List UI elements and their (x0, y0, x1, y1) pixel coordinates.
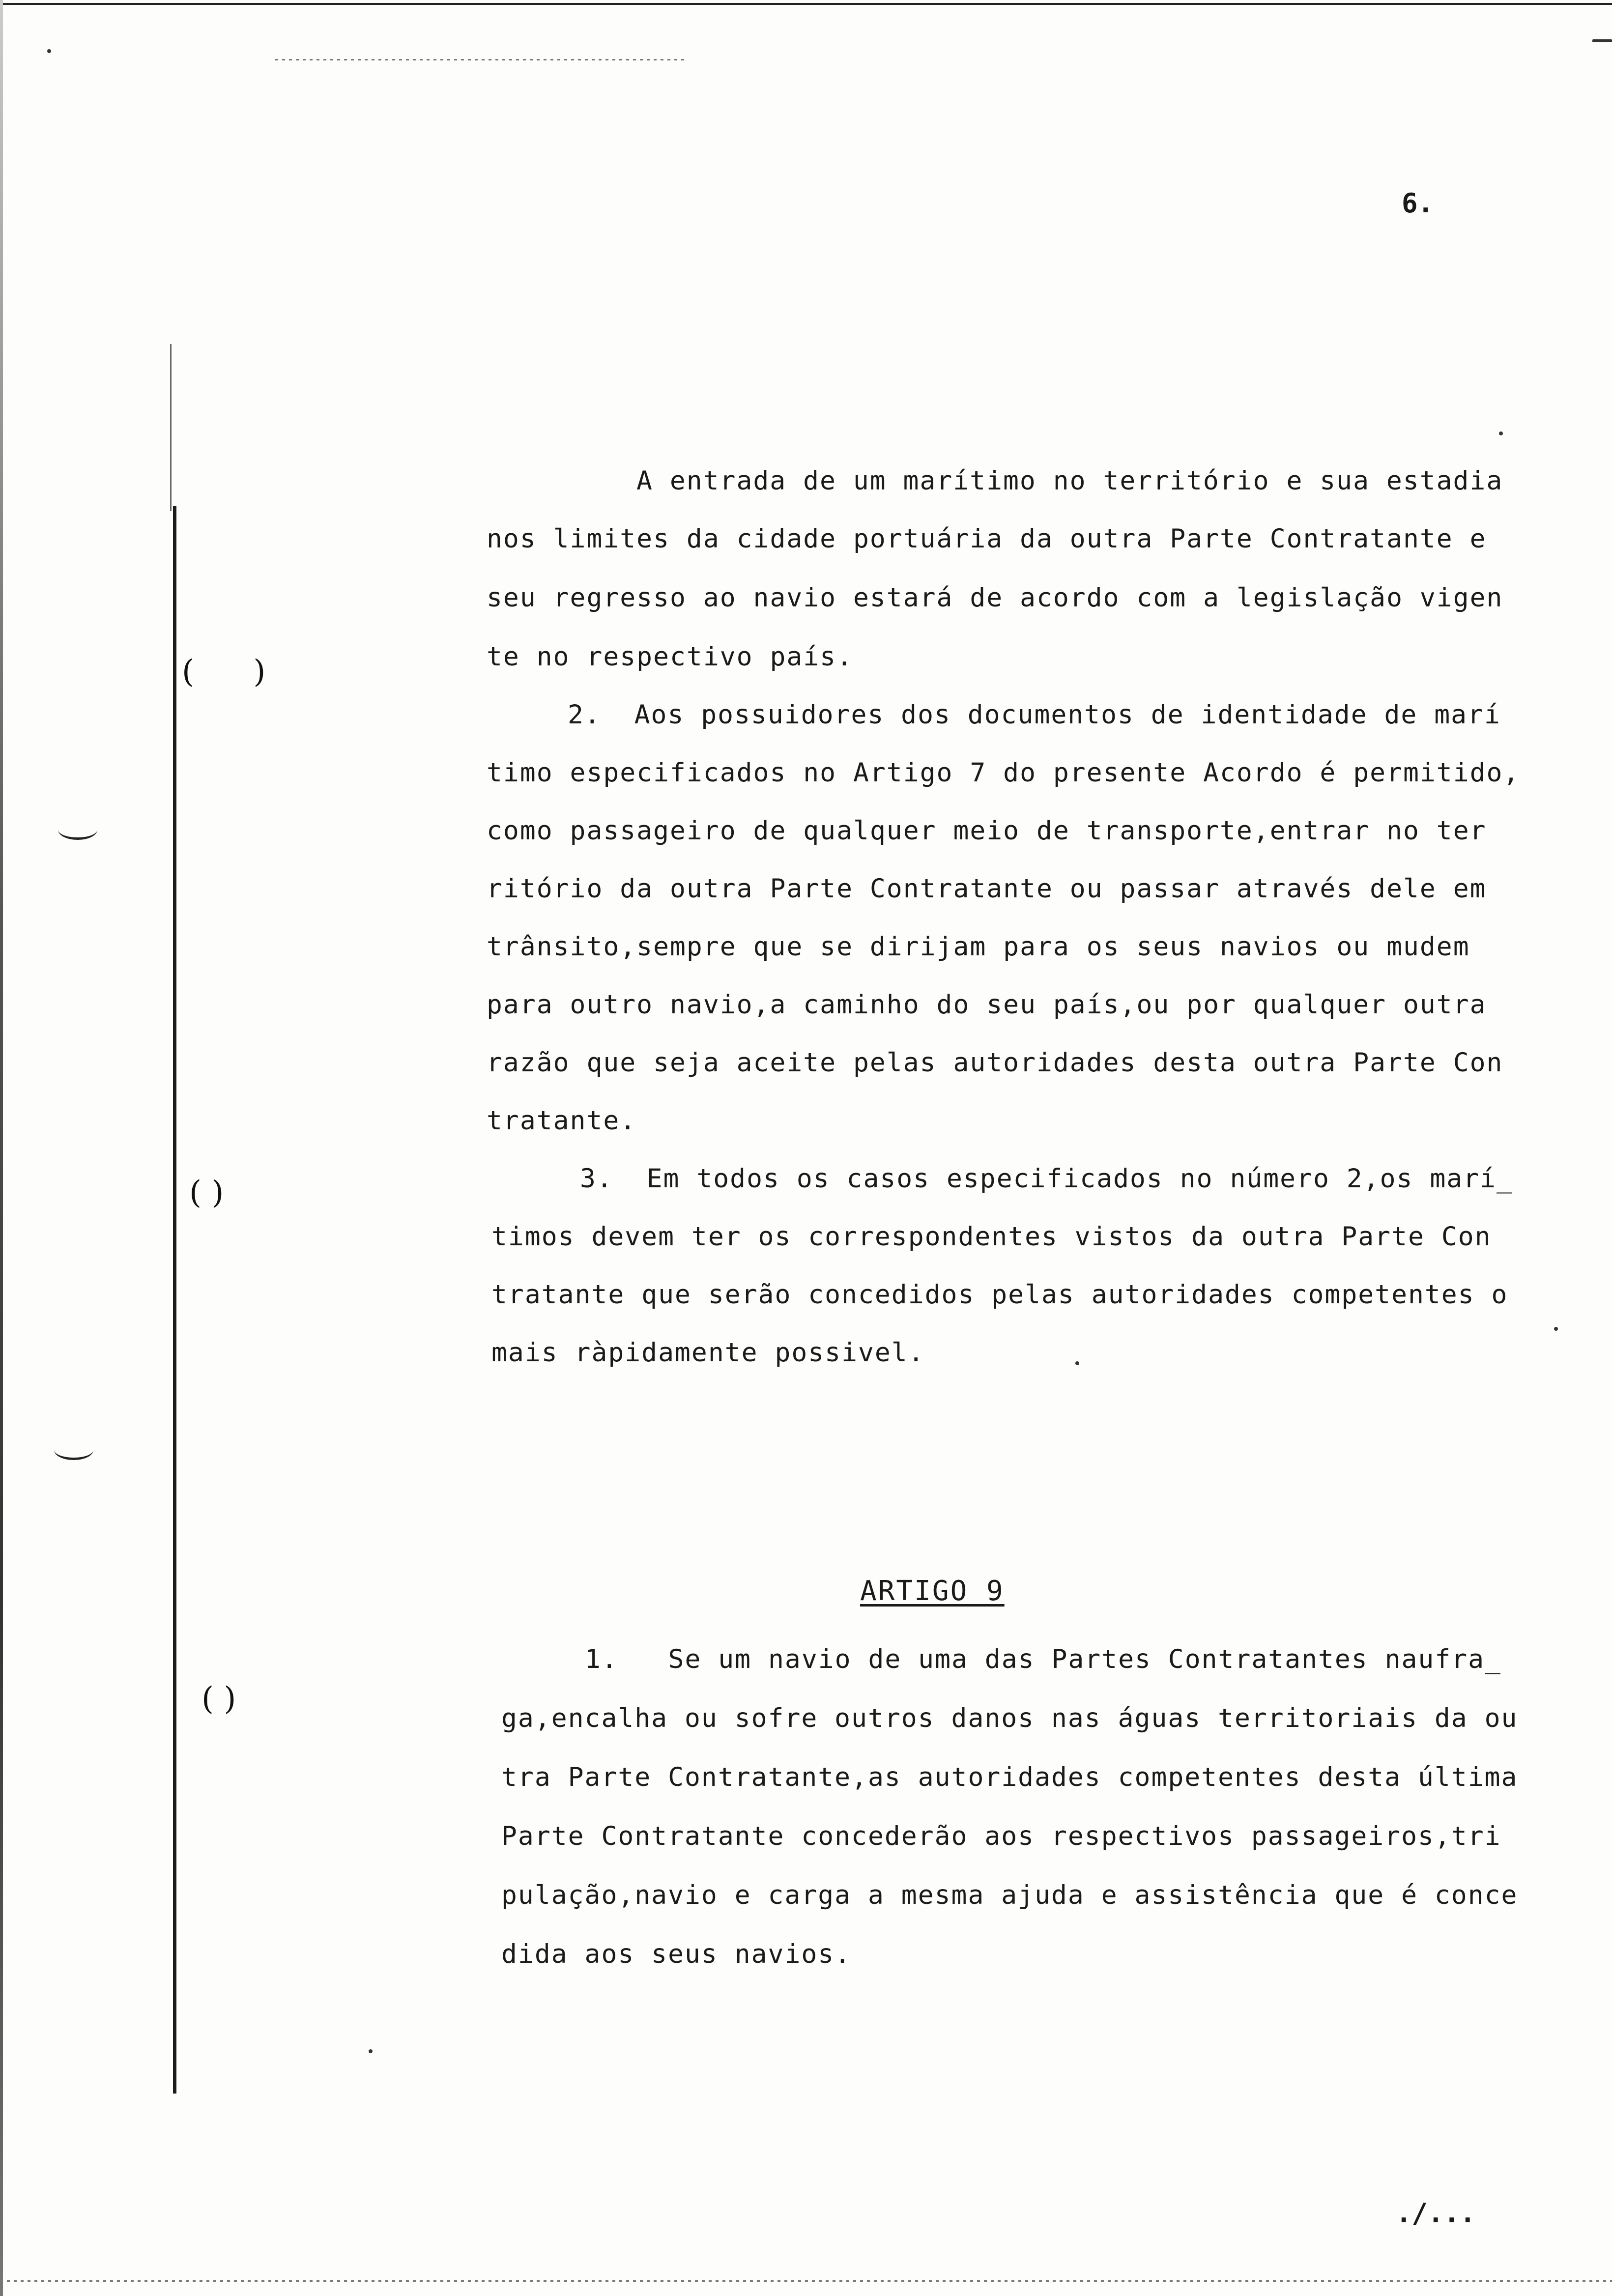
speck (1499, 431, 1503, 435)
margin-mark: ( ) (182, 654, 290, 690)
text-line: dida aos seus navios. (501, 1939, 852, 1969)
text-line: nos limites da cidade portuária da outra Parte Contratante e (487, 524, 1487, 554)
speck (1554, 1327, 1558, 1331)
margin-curve (54, 1440, 93, 1460)
scan-noise (275, 59, 688, 60)
text-line: 3. Em todos os casos especificados no número 2,os marí_ (580, 1164, 1513, 1194)
scan-noise (0, 2280, 1612, 2282)
text-line: 1. Se um navio de uma das Partes Contratantes naufra_ (585, 1644, 1501, 1674)
continuation-mark: ./... (1396, 2198, 1476, 2229)
text-line: razão que seja aceite pelas autoridades desta outra Parte Con (487, 1048, 1503, 1078)
text-line: ritório da outra Parte Contratante ou passar através dele em (487, 874, 1487, 904)
article-heading: ARTIGO 9 (860, 1575, 1005, 1607)
text-line: tratante. (487, 1106, 637, 1136)
text-line: mais ràpidamente possivel. (491, 1338, 925, 1368)
margin-mark: ( ) (189, 1175, 224, 1211)
text-line: te no respectivo país. (487, 642, 853, 672)
speck (47, 49, 51, 53)
text-line: Parte Contratante concederão aos respectivos passageiros,tri (501, 1821, 1501, 1851)
text-line: 2. Aos possuidores dos documentos de identidade de marí (568, 700, 1501, 730)
speck (369, 2049, 373, 2053)
margin-curve (58, 820, 97, 840)
margin-line (173, 506, 176, 2094)
text-line: para outro navio,a caminho do seu país,ou por qualquer outra (487, 990, 1487, 1020)
text-line: A entrada de um marítimo no território e sua estadia (636, 466, 1503, 496)
text-line: timos devem ter os correspondentes vistos da outra Parte Con (491, 1222, 1492, 1252)
text-line: trânsito,sempre que se dirijam para os seus navios ou mudem (487, 932, 1470, 962)
page-number: 6. (1402, 188, 1434, 219)
top-rule (0, 3, 1612, 5)
text-line: tratante que serão concedidos pelas autoridades competentes o (491, 1280, 1508, 1310)
margin-mark: ( ) (202, 1681, 236, 1717)
margin-line-faint (170, 344, 172, 511)
text-line: timo especificados no Artigo 7 do presente Acordo é permitido, (487, 758, 1520, 788)
text-line: seu regresso ao navio estará de acordo com a legislação vigen (487, 583, 1503, 613)
speck (1075, 1361, 1079, 1365)
text-line: como passageiro de qualquer meio de transporte,entrar no ter (487, 816, 1487, 846)
text-line: pulação,navio e carga a mesma ajuda e assistência que é conce (501, 1880, 1518, 1910)
text-line: tra Parte Contratante,as autoridades competentes desta última (501, 1762, 1518, 1792)
text-line: ga,encalha ou sofre outros danos nas águas territoriais da ou (501, 1703, 1518, 1733)
scan-left-edge (0, 0, 3, 2296)
speck (1592, 39, 1612, 42)
